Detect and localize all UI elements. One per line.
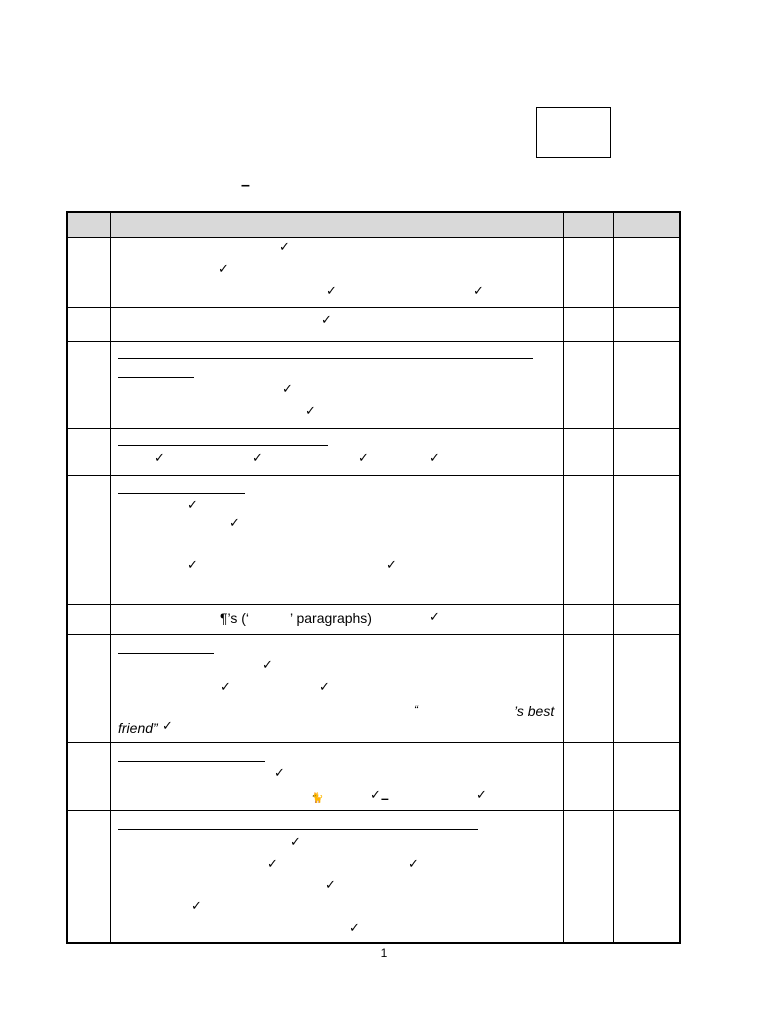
paragraph-count-prefix: ¶’s (‘ — [220, 610, 250, 626]
paragraph-count-suffix: ’ paragraphs) — [290, 610, 372, 626]
check-icon: ✓ — [473, 284, 484, 299]
marking-table — [66, 211, 681, 944]
check-icon: ✓ — [279, 240, 290, 255]
row-divider — [68, 634, 679, 635]
dash-mark: – — [381, 790, 389, 806]
check-icon: ✓ — [476, 788, 487, 803]
check-icon: ✓ — [220, 680, 231, 695]
check-icon: ✓ — [274, 766, 285, 781]
cat-icon: 🐈 — [311, 793, 324, 804]
page-number: 1 — [380, 946, 388, 960]
underline — [118, 653, 214, 654]
quote-end: friend” — [118, 720, 158, 736]
underline — [118, 761, 265, 762]
check-icon: ✓ — [319, 680, 330, 695]
underline — [118, 377, 194, 378]
title-dash: – — [241, 177, 250, 194]
check-icon: ✓ — [305, 404, 316, 419]
score-box — [536, 107, 611, 158]
check-icon: ✓ — [282, 382, 293, 397]
row-divider — [68, 307, 679, 308]
column-divider — [613, 213, 614, 942]
row-divider — [68, 341, 679, 342]
underline — [118, 829, 478, 830]
row-divider — [68, 742, 679, 743]
check-icon: ✓ — [370, 788, 381, 803]
check-icon: ✓ — [218, 262, 229, 277]
check-icon: ✓ — [429, 451, 440, 466]
check-icon: ✓ — [290, 835, 301, 850]
table-header-row — [68, 213, 679, 238]
row-divider — [68, 475, 679, 476]
check-icon: ✓ — [321, 313, 332, 328]
row-divider — [68, 604, 679, 605]
row-divider — [68, 810, 679, 811]
column-divider — [563, 213, 564, 942]
check-icon: ✓ — [358, 451, 369, 466]
check-icon: ✓ — [386, 558, 397, 573]
check-icon: ✓ — [187, 498, 198, 513]
check-icon: ✓ — [187, 558, 198, 573]
quote-text: ’s best — [514, 703, 555, 719]
underline — [118, 445, 328, 446]
check-icon: ✓ — [326, 284, 337, 299]
check-icon: ✓ — [154, 451, 165, 466]
check-icon: ✓ — [325, 878, 336, 893]
check-icon: ✓ — [408, 857, 419, 872]
check-icon: ✓ — [262, 658, 273, 673]
column-divider — [110, 213, 111, 942]
quote-open: “ — [414, 703, 418, 717]
underline — [118, 493, 245, 494]
check-icon: ✓ — [229, 516, 240, 531]
check-icon: ✓ — [429, 610, 440, 625]
check-icon: ✓ — [162, 719, 173, 734]
check-icon: ✓ — [349, 921, 360, 936]
row-divider — [68, 428, 679, 429]
check-icon: ✓ — [252, 451, 263, 466]
underline — [118, 358, 533, 359]
check-icon: ✓ — [191, 899, 202, 914]
check-icon: ✓ — [267, 857, 278, 872]
